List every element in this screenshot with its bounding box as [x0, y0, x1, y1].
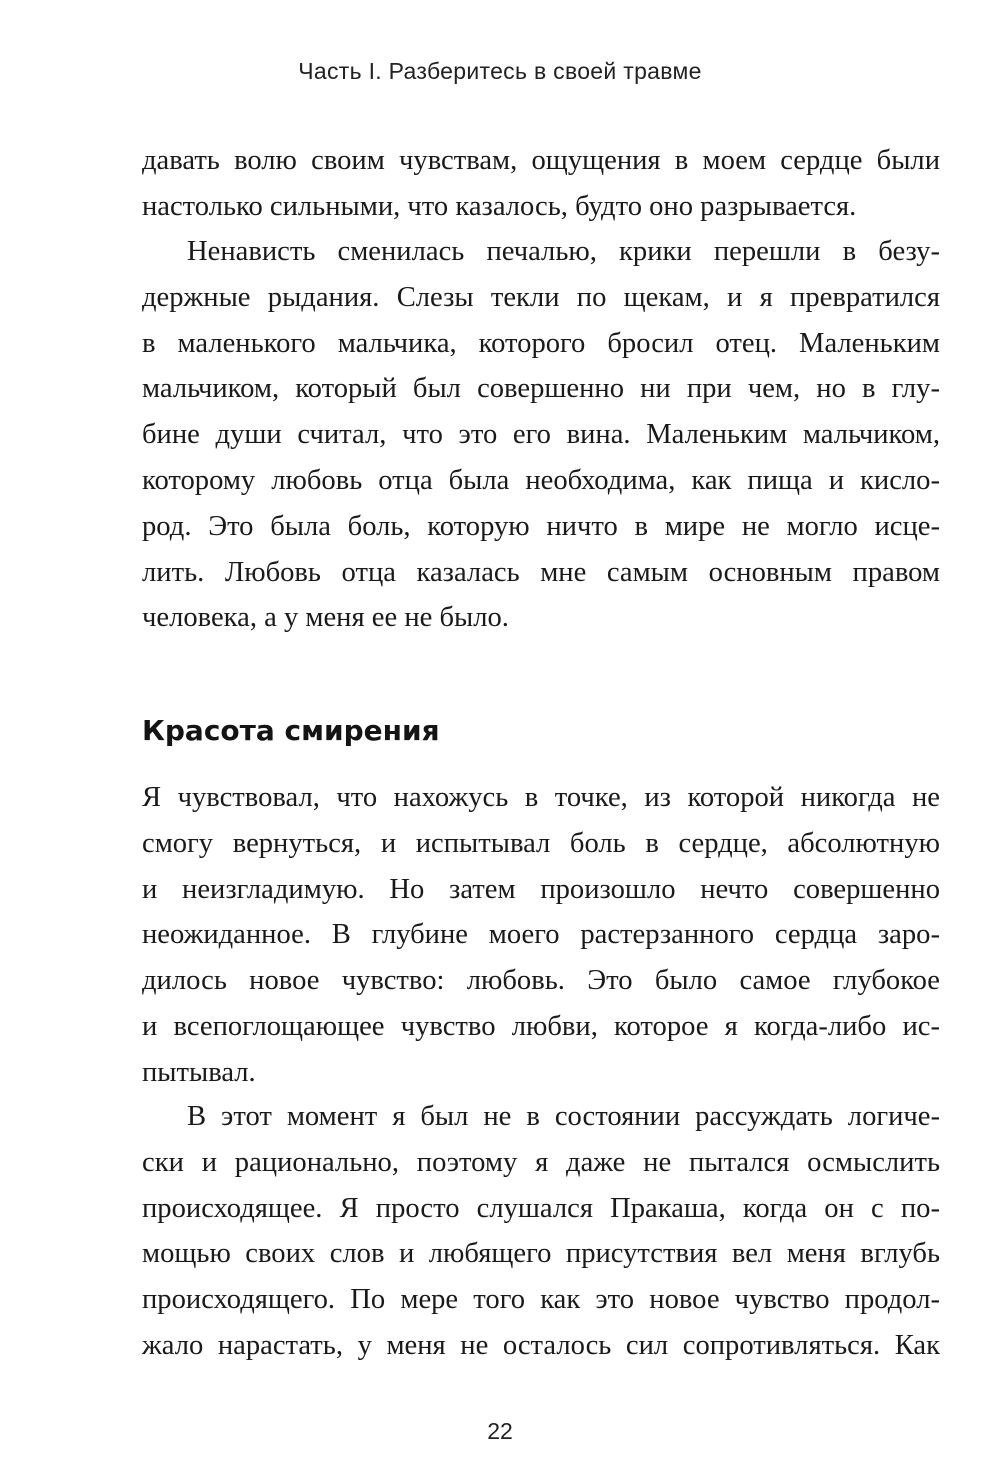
text-line: лить. Любовь отца казалась мне самым основным правом [142, 556, 940, 588]
paragraph [142, 229, 940, 641]
paragraph [142, 775, 940, 1096]
text-line: настолько сильными, что казалось, будто оно разрывается. [142, 190, 857, 222]
text-line: дилось новое чувство: любовь. Это было самое глубокое [142, 965, 940, 997]
text-line: мальчиком, который был совершенно ни при чем, но в глу- [142, 373, 940, 405]
text-line: человека, а у меня ее не было. [142, 602, 509, 634]
text-line: и всепоглощающее чувство любви, которое я когда-либо ис- [142, 1010, 940, 1042]
text-line: в маленького мальчика, которого бросил отец. Маленьким [142, 327, 940, 359]
text-line: происходящего. По мере того как это новое чувство продол- [142, 1284, 940, 1316]
text-line: которому любовь отца была необходима, как пища и кисло- [142, 464, 940, 496]
section-heading: Красота смирения [142, 714, 440, 747]
text-line: держные рыдания. Слезы текли по щекам, и я превратился [142, 281, 940, 313]
text-line: род. Это была боль, которую ничто в мире не могло исце- [142, 510, 940, 542]
text-line: происходящее. Я просто слушался Пракаша, когда он с по- [142, 1192, 940, 1224]
text-line: неожиданное. В глубине моего растерзанного сердца заро- [142, 919, 940, 951]
text-line: мощью своих слов и любящего присутствия вел меня вглубь [142, 1238, 940, 1270]
text-line: давать волю своим чувствам, ощущения в моем сердце были [142, 145, 940, 176]
text-line: ски и рационально, поэтому я даже не пытался осмыслить [142, 1146, 940, 1178]
text-line: и неизгладимую. Но затем произошло нечто совершенно [142, 873, 940, 905]
text-line: жало нарастать, у меня не осталось сил сопротивляться. Как [142, 1329, 940, 1361]
text-line: Ненависть сменилась печалью, крики перешли в безу- [187, 236, 940, 267]
running-header: Часть I. Разберитесь в своей травме [298, 58, 702, 84]
text-line: смогу вернуться, и испытывал боль в сердце, абсолютную [142, 827, 940, 859]
text-line: бине души считал, что это его вина. Маленьким мальчиком, [142, 419, 940, 451]
text-line: Я чувствовал, что нахожусь в точке, из которой никогда не [142, 782, 940, 813]
page-number: 22 [487, 1418, 513, 1444]
text-line: пытывал. [142, 1056, 256, 1088]
text-line: В этот момент я был не в состоянии рассуждать логиче- [187, 1101, 940, 1132]
paragraph-continued [142, 138, 940, 230]
paragraph [142, 1094, 940, 1369]
